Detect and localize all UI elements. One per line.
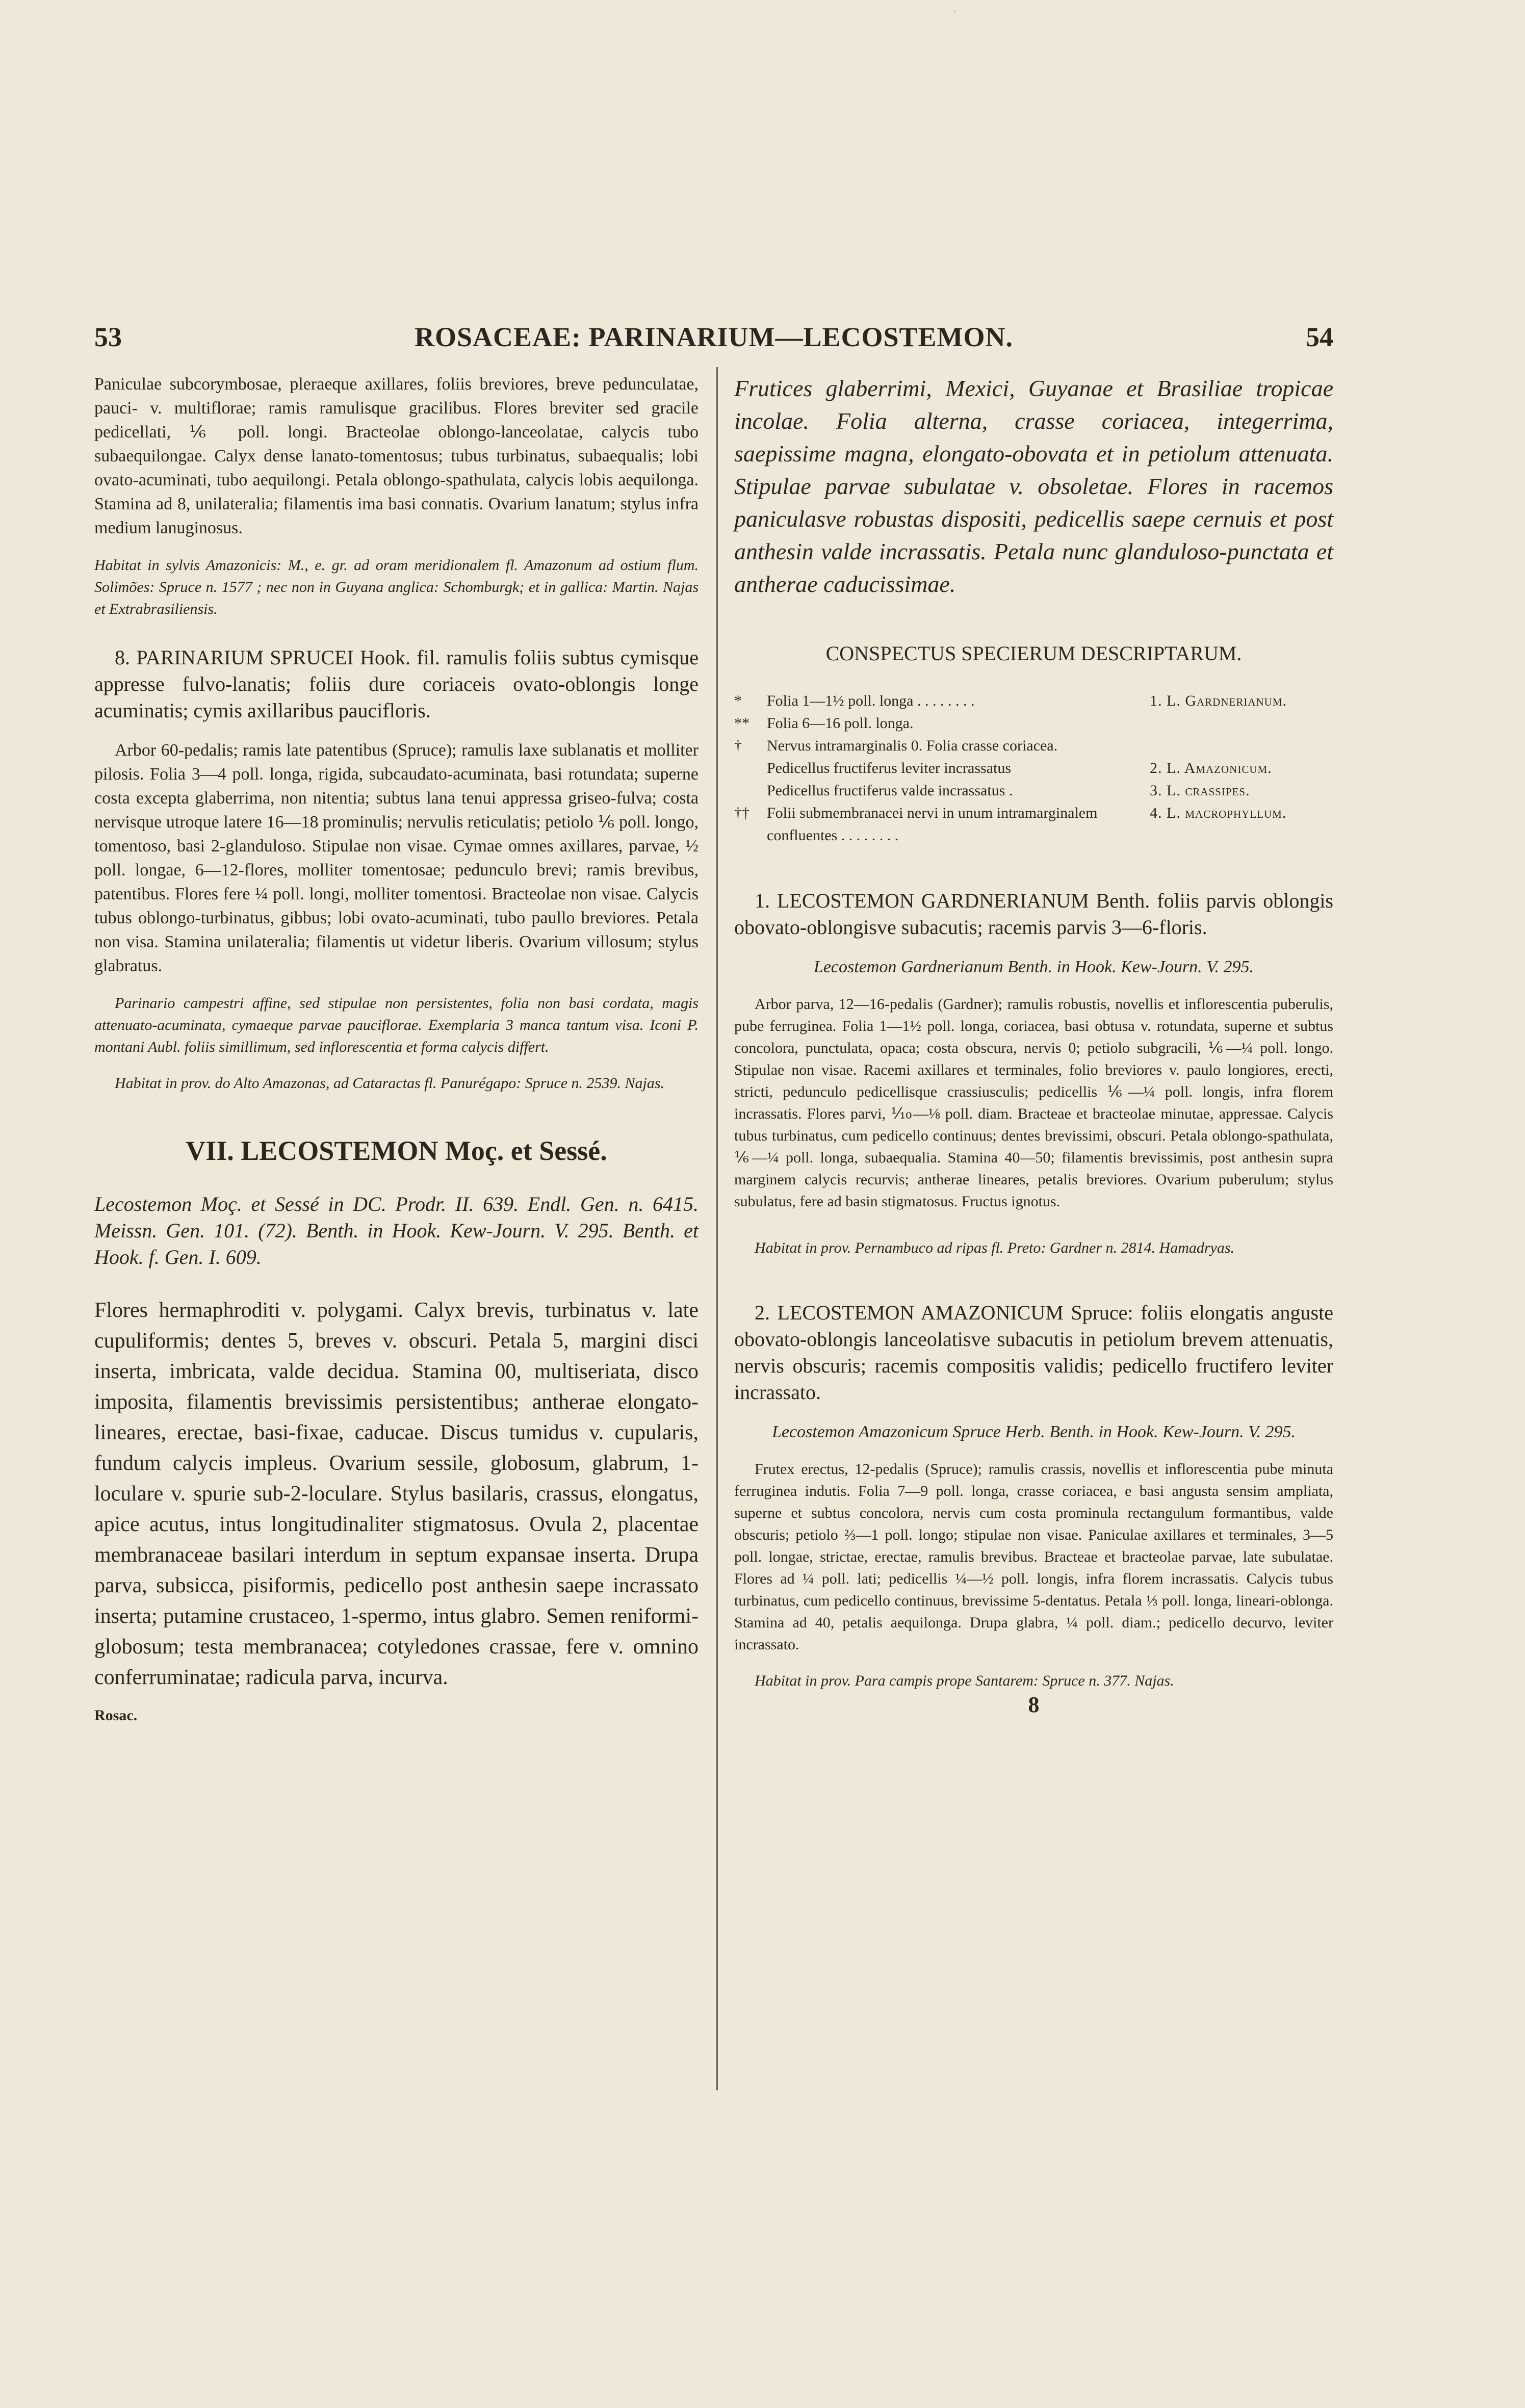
species-synonymy: Lecostemon Gardnerianum Benth. in Hook. Kew-Journ. V. 295. <box>813 957 1254 976</box>
key-marker <box>734 757 767 780</box>
habitat-note: Habitat in sylvis Amazonicis: M., e. gr. ad oram meridionalem fl. Amazonum ad ostium flum. Solimões: Spruce n. 1577 ; nec non in Guyana anglica: Schomburgk; et in gallica: Martin. Najas et Extrabrasiliensis. <box>94 557 699 617</box>
key-result: 4. L. macrophyllum. <box>1150 805 1287 821</box>
left-column <box>94 372 699 1724</box>
key-result <box>1146 735 1333 757</box>
right-column <box>734 372 1333 1718</box>
signature-mark: Rosac. <box>94 1707 138 1724</box>
page-header <box>94 321 1333 357</box>
key-text: Folia 6—16 poll. longa. <box>767 715 914 732</box>
habitat-note: Habitat in prov. do Alto Amazonas, ad Cataractas fl. Panurégapo: Spruce n. 2539. Najas. <box>115 1075 665 1092</box>
key-text: Folia 1—1½ poll. longa . . . . . . . . <box>767 692 975 709</box>
key-text: Nervus intramarginalis 0. Folia crasse coriacea. <box>767 737 1058 754</box>
page-number-right: 54 <box>1306 322 1333 352</box>
key-row <box>734 802 1333 847</box>
species-note: Parinario campestri affine, sed stipulae non persistentes, folia non basi cordata, magis attenuato-acuminata, cymaeque parvae pauciflorae. Exemplaria 3 manca tantum visa. Iconi P. montani Aubl. foliis simillimum, sed inflorescentia et forma calycis differt. <box>94 995 699 1055</box>
key-marker: †† <box>734 805 749 821</box>
habitat-note: Habitat in prov. Pernambuco ad ripas fl. Preto: Gardner n. 2814. Hamadryas. <box>755 1239 1235 1256</box>
species-description: Frutex erectus, 12-pedalis (Spruce); ramulis crassis, novellis et inflorescentia pube minuta ferruginea indutis. Folia 7—9 poll. longa, crasse coriacea, e basi angusta sensim ampliata, superne et subtus concolora, nervis cum costa prominula rectangulum formantibus, valde obscuris; petiolo ⅔—1 poll. longo; stipulae non visae. Paniculae axillares et terminales, 3—5 poll. longae, strictae, erectae, ramulis brevibus. Bracteae et bracteolae parvae, late subulatae. Flores ad ¼ poll. lati; pedicellis ¼—½ poll. longis, infra florem incrassatis. Calycis tubus turbinatus, cum pedicello continuus, brevissime 5-dentatus. Petala ⅓ poll. longa, lineari-oblonga. Stamina ad 40, petalis aequilonga. Drupa glabra, ¼ poll. diam.; pedicello decurvo, leviter incrassato. <box>734 1461 1333 1653</box>
signature-number: 8 <box>1028 1692 1040 1717</box>
species-heading: 8. PARINARIUM SPRUCEI Hook. fil. ramulis foliis subtus cymisque appresse fulvo-lanatis; foliis dure coriaceis ovato-oblongis longe acuminatis; cymis axillaribus paucifloris. <box>94 646 699 722</box>
genus-synonymy: Lecostemon Moç. et Sessé in DC. Prodr. II. 639. Endl. Gen. n. 6415. Meissn. Gen. 101. (72). Benth. in Hook. Kew-Journ. V. 295. Benth. et Hook. f. Gen. I. 609. <box>94 1193 699 1268</box>
key-marker: * <box>734 692 742 709</box>
key-result: 3. L. crassipes. <box>1150 782 1250 799</box>
running-title: ROSACEAE: PARINARIUM—LECOSTEMON. <box>414 322 1014 352</box>
species-synonymy: Lecostemon Amazonicum Spruce Herb. Benth. in Hook. Kew-Journ. V. 295. <box>771 1422 1296 1441</box>
key-marker: † <box>734 737 742 754</box>
conspectus-title: CONSPECTUS SPECIERUM DESCRIPTARUM. <box>825 642 1242 665</box>
habitat-note: Habitat in prov. Para campis prope Santarem: Spruce n. 377. Najas. <box>755 1672 1174 1689</box>
species-heading: 2. LECOSTEMON AMAZONICUM Spruce: foliis elongatis anguste obovato-oblongis lanceolatisve subacutis in petiolum brevem attenuatis, nervis obscuris; racemis compositis validis; pedicello fructifero leviter incrassato. <box>734 1301 1333 1404</box>
key-text: Folii submembranacei nervi in unum intramarginalem confluentes . . . . . . . . <box>767 805 1098 844</box>
key-row <box>734 757 1333 780</box>
key-row <box>734 735 1333 757</box>
column-divider <box>716 367 718 2090</box>
species-heading: 1. LECOSTEMON GARDNERIANUM Benth. foliis parvis oblongis obovato-oblongisve subacutis; racemis parvis 3—6-floris. <box>734 889 1333 939</box>
key-text: Pedicellus fructiferus valde incrassatus . <box>767 782 1013 799</box>
key-row <box>734 712 1333 735</box>
key-result <box>1146 712 1333 735</box>
genus-intro: Frutices glaberrimi, Mexici, Guyanae et Brasiliae tropicae incolae. Folia alterna, crasse coriacea, integerrima, saepissime magna, elongato-obovata et in petiolum attenuata. Stipulae parvae subulatae v. obsoletae. Flores in racemos paniculasve robustas dispositi, pedicellis saepe cernuis et post anthesin valde incrassatis. Petala nunc glanduloso-punctata et antherae caducissimae. <box>734 375 1333 597</box>
species-key <box>734 690 1333 847</box>
key-row <box>734 780 1333 802</box>
key-result: 1. L. Gardnerianum. <box>1150 692 1287 709</box>
species-description: Arbor 60-pedalis; ramis late patentibus (Spruce); ramulis laxe sublanatis et molliter pilosis. Folia 3—4 poll. longa, rigida, subcaudato-acuminata, basi rotundata; superne costa excepta glaberrima, non nitentia; subtus lana tenui appressa griseo-fulva; costa nervisque utroque latere 16—18 prominulis; nervulis reticulatis; petiolo ⅙ poll. longo, tomentoso, basi 2-glanduloso. Stipulae non visae. Cymae omnes axillares, parvae, ½ poll. longae, 6—12-flores, molliter tomentosae; pedunculo brevi; ramis brevibus, patentibus. Flores fere ¼ poll. longi, molliter tomentosi. Bracteolae non visae. Calycis tubus oblongo-turbinatus, gibbus; lobi ovato-acuminati, tubo paullo breviores. Petala non visa. Stamina unilateralia; filamentis ut videtur liberis. Ovarium villosum; stylus glabratus. <box>94 741 699 975</box>
key-row <box>734 690 1333 712</box>
genus-heading: VII. LECOSTEMON Moç. et Sessé. <box>186 1135 607 1166</box>
key-marker: ** <box>734 715 749 732</box>
genus-description: Flores hermaphroditi v. polygami. Calyx brevis, turbinatus v. late cupuliformis; dentes 5, breves v. obscuri. Petala 5, margini disci inserta, imbricata, valde decidua. Stamina 00, multiseriata, disco imposita, filamentis brevissimis persistentibus; antherae elongato-lineares, erectae, basi-fixae, caducae. Discus tumidus v. cupularis, fundum calycis impleus. Ovarium sessile, globosum, glabrum, 1-loculare v. spurie sub-2-loculare. Stylus basilaris, crassus, elongatus, apice acutus, intus longitudinaliter stigmatosus. Ovula 2, placentae membranaceae basilari interdum in septum expansae inserta. Drupa parva, subsicca, pisiformis, pedicello post anthesin saepe incrassato inserta; putamine crustaceo, 1-spermo, intus glabro. Semen reniformi-globosum; testa membranacea; cotyledones crassae, fere v. omnino conferruminatae; radicula parva, incurva. <box>94 1299 699 1689</box>
key-text: Pedicellus fructiferus leviter incrassatus <box>767 760 1012 776</box>
panicle-description: Paniculae subcorymbosae, pleraeque axillares, foliis breviores, breve pedunculatae, pauci- v. multiflorae; ramis ramulisque gracilibus. Flores breviter sed gracile pedicellati, ⅙ poll. longi. Bracteolae oblongo-lanceolatae, calycis tubo subaequilongae. Calyx dense lanato-tomentosus; tubus turbinatus, subaequalis; lobi ovato-acuminati, tubo aequilongi. Petala oblongo-spathulata, calycis lobis aequilonga. Stamina ad 8, unilateralia; filamentis ima basi connatis. Ovarium lanatum; stylus infra medium lanuginosus. <box>94 375 699 537</box>
page-number-left: 53 <box>94 322 122 352</box>
species-description: Arbor parva, 12—16-pedalis (Gardner); ramulis robustis, novellis et inflorescentia puberulis, pube ferruginea. Folia 1—1½ poll. longa, coriacea, basi obtusa v. rotundata, superne et subtus concolora, punctulata, opaca; costa obscura, nervis 0; petiolo subgracili, ⅙—¼ poll. longo. Stipulae non visae. Racemi axillares et terminales, folio breviores v. paulo longiores, erecti, stricti, pedunculo pedicellisque crassiusculis; pedicellis ⅙—¼ poll. longis, infra florem incrassatis. Flores parvi, ⅒—⅛ poll. diam. Bracteae et bracteolae minutae, appressae. Calycis tubus turbinatus, cum pedicello continuus; dentes brevissimi, obscuri. Petala oblongo-spathulata, ⅙—¼ poll. longa, subaequalia. Stamina 40—50; filamentis brevissimis, post anthesin supra marginem calycis recurvis; antherae lineares, petalis breviores. Ovarium puberulum; stylus subulatus, fere ad basin stigmatosus. Fructus ignotus. <box>734 996 1333 1210</box>
key-marker <box>734 780 767 802</box>
key-result: 2. L. Amazonicum. <box>1150 760 1272 776</box>
scan-mark: · <box>953 6 957 16</box>
